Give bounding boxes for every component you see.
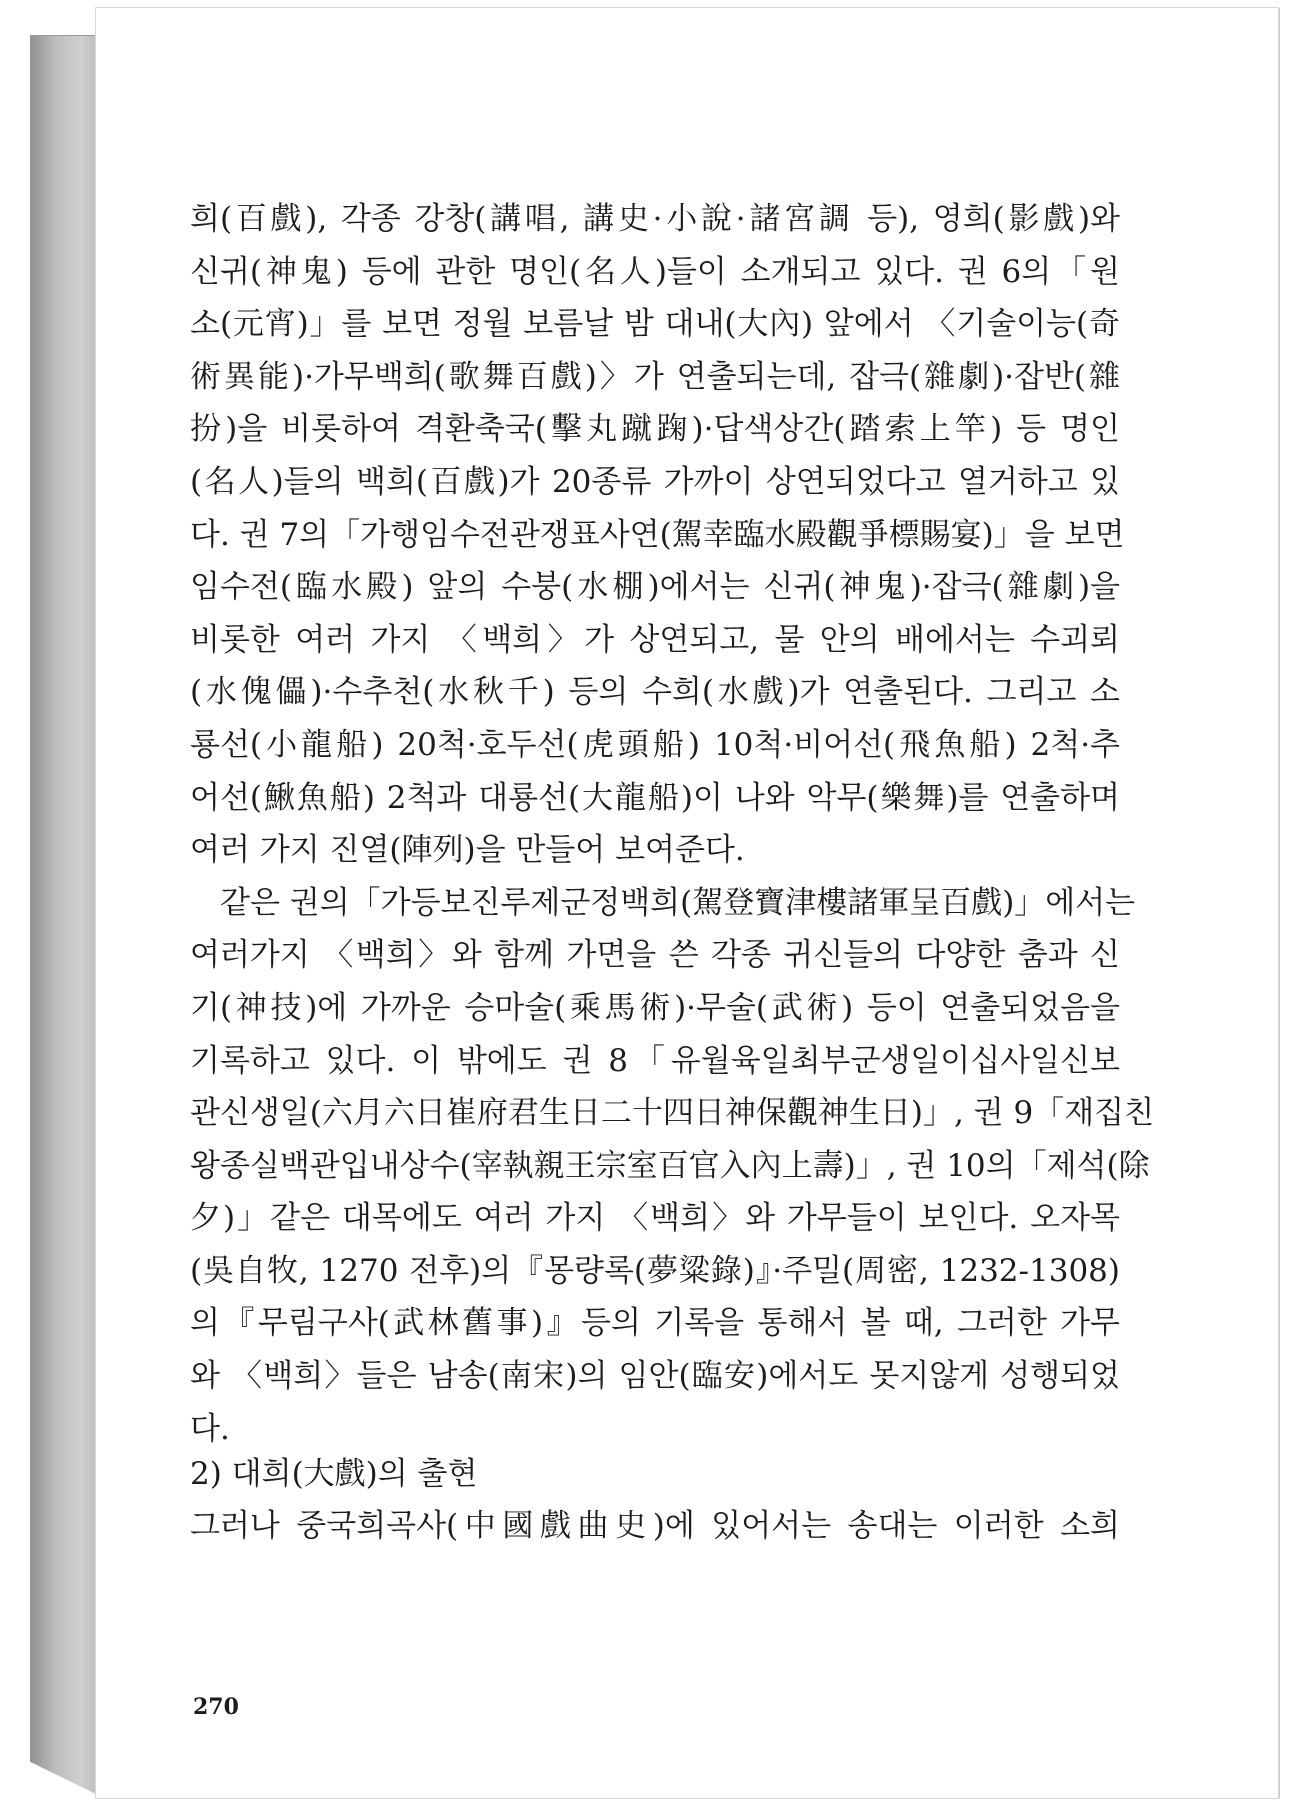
text-line: 임수전(臨水殿) 앞의 수붕(水棚)에서는 신귀(神鬼)·잡극(雜劇)을 bbox=[190, 569, 1120, 606]
text-line: 기록하고 있다. 이 밖에도 권 8「유월육일최부군생일이십사일신보 bbox=[190, 1042, 1120, 1079]
text-line: 扮)을 비롯하여 격환축국(擊丸蹴踘)·답색상간(踏索上竿) 등 명인 bbox=[190, 411, 1120, 448]
text-line: 소(元宵)」를 보면 정월 보름날 밤 대내(大內) 앞에서 〈기술이능(奇 bbox=[190, 306, 1120, 343]
text-line: (水傀儡)·수추천(水秋千) 등의 수희(水戲)가 연출된다. 그리고 소 bbox=[190, 674, 1120, 711]
text-line: 신귀(神鬼) 등에 관한 명인(名人)들이 소개되고 있다. 권 6의「원 bbox=[190, 253, 1120, 290]
text-line: 다. 권 7의「가행임수전관쟁표사연(駕幸臨水殿觀爭標賜宴)」을 보면 bbox=[190, 516, 1125, 553]
book-spine-edge bbox=[30, 35, 102, 1797]
page-number: 270 bbox=[193, 1694, 239, 1720]
text-line: 그러나 중국희곡사(中國戲曲史)에 있어서는 송대는 이러한 소희 bbox=[190, 1508, 1120, 1544]
text-line: 다. bbox=[190, 1410, 230, 1447]
text-line: 術異能)·가무백희(歌舞百戲)〉가 연출되는데, 잡극(雜劇)·잡반(雜 bbox=[190, 358, 1120, 395]
text-line: 여러가지 〈백희〉와 함께 가면을 쓴 각종 귀신들의 다양한 춤과 신 bbox=[190, 937, 1120, 974]
text-line: 기(神技)에 가까운 승마술(乘馬術)·무술(武術) 등이 연출되었음을 bbox=[190, 989, 1120, 1026]
text-line: (名人)들의 백희(百戲)가 20종류 가까이 상연되었다고 열거하고 있 bbox=[190, 463, 1120, 500]
section-body-text bbox=[190, 1500, 1120, 1553]
text-line: 비롯한 여러 가지 〈백희〉가 상연되고, 물 안의 배에서는 수괴뢰 bbox=[190, 621, 1120, 658]
text-line: 夕)」같은 대목에도 여러 가지 〈백희〉와 가무들이 보인다. 오자목 bbox=[190, 1200, 1120, 1237]
body-text bbox=[190, 193, 1155, 1455]
text-line: 어선(鰍魚船) 2척과 대룡선(大龍船)이 나와 악무(樂舞)를 연출하며 bbox=[190, 779, 1120, 816]
text-line: 룡선(小龍船) 20척·호두선(虎頭船) 10척·비어선(飛魚船) 2척·추 bbox=[190, 726, 1120, 763]
text-line: 왕종실백관입내상수(宰執親王宗室百官入內上壽)」, 권 10의「제석(除 bbox=[190, 1147, 1150, 1184]
text-line: 와 〈백희〉들은 남송(南宋)의 임안(臨安)에서도 못지않게 성행되었 bbox=[190, 1358, 1120, 1395]
text-line: (吳自牧, 1270 전후)의『몽량록(夢粱錄)』·주밀(周密, 1232-1308) bbox=[190, 1252, 1120, 1289]
text-line: 여러 가지 진열(陣列)을 만들어 보여준다. bbox=[190, 832, 745, 869]
section-heading: 2) 대희(大戲)의 출현 bbox=[190, 1456, 478, 1492]
paragraph-start-line: 같은 권의「가등보진루제군정백희(駕登寶津樓諸軍呈百戲)」에서는 bbox=[220, 884, 1136, 921]
text-line: 희(百戲), 각종 강창(講唱, 講史·小說·諸宮調 등), 영희(影戲)와 bbox=[190, 201, 1120, 237]
text-line: 관신생일(六月六日崔府君生日二十四日神保觀神生日)」, 권 9「재집친 bbox=[190, 1095, 1155, 1132]
text-line: 의『무림구사(武林舊事)』등의 기록을 통해서 볼 때, 그러한 가무 bbox=[190, 1305, 1120, 1342]
